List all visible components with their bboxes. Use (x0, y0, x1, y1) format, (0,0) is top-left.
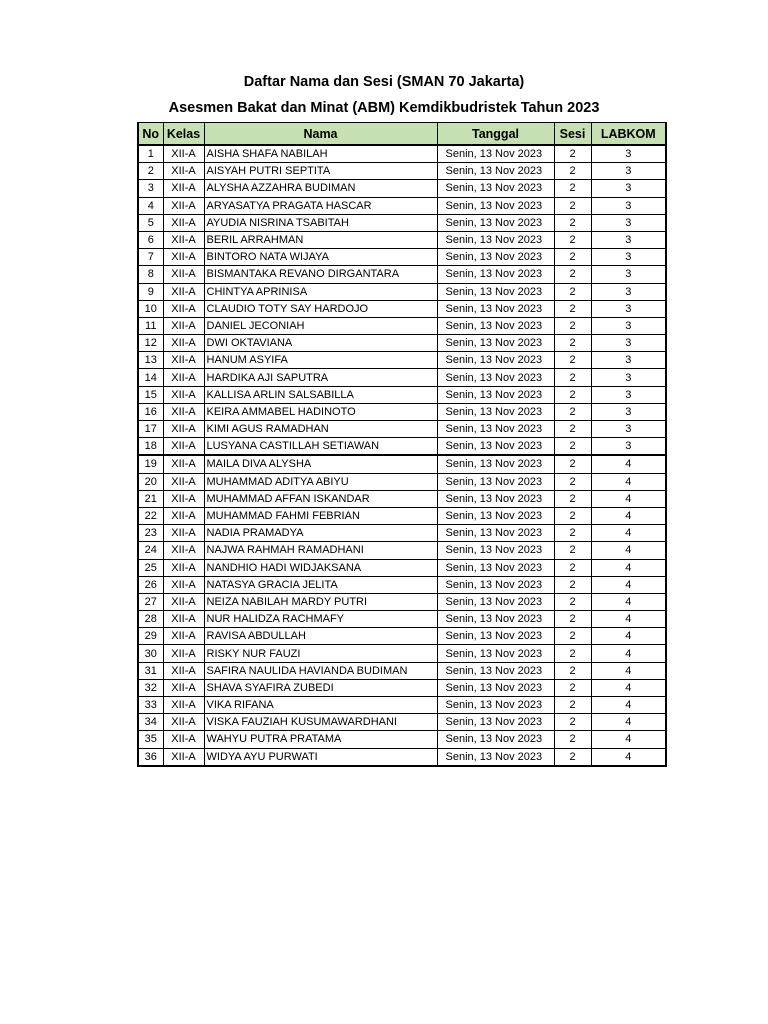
cell-nama: MUHAMMAD ADITYA ABIYU (204, 473, 437, 490)
cell-tanggal: Senin, 13 Nov 2023 (437, 180, 554, 197)
cell-tanggal: Senin, 13 Nov 2023 (437, 163, 554, 180)
cell-sesi: 2 (554, 317, 591, 334)
cell-tanggal: Senin, 13 Nov 2023 (437, 214, 554, 231)
cell-sesi: 2 (554, 231, 591, 248)
cell-labkom: 4 (591, 490, 666, 507)
cell-nama: AYUDIA NISRINA TSABITAH (204, 214, 437, 231)
cell-kelas: XII-A (163, 576, 204, 593)
table-row (138, 249, 666, 266)
cell-kelas: XII-A (163, 386, 204, 403)
table-row (138, 628, 666, 645)
cell-nama: BINTORO NATA WIJAYA (204, 249, 437, 266)
cell-tanggal: Senin, 13 Nov 2023 (437, 662, 554, 679)
table-row (138, 455, 666, 473)
table-row (138, 386, 666, 403)
cell-tanggal: Senin, 13 Nov 2023 (437, 490, 554, 507)
cell-nama: DWI OKTAVIANA (204, 335, 437, 352)
cell-no: 30 (138, 645, 163, 662)
table-row (138, 542, 666, 559)
cell-kelas: XII-A (163, 473, 204, 490)
cell-nama: BISMANTAKA REVANO DIRGANTARA (204, 266, 437, 283)
cell-no: 17 (138, 421, 163, 438)
cell-no: 22 (138, 507, 163, 524)
cell-nama: NUR HALIDZA RACHMAFY (204, 611, 437, 628)
table-row (138, 714, 666, 731)
table-row (138, 214, 666, 231)
cell-labkom: 3 (591, 386, 666, 403)
cell-tanggal: Senin, 13 Nov 2023 (437, 145, 554, 163)
column-header-nama: Nama (204, 123, 437, 146)
cell-no: 34 (138, 714, 163, 731)
table-row (138, 197, 666, 214)
table-row (138, 421, 666, 438)
cell-no: 23 (138, 525, 163, 542)
table-row (138, 145, 666, 163)
cell-nama: HANUM ASYIFA (204, 352, 437, 369)
cell-nama: VIKA RIFANA (204, 697, 437, 714)
cell-no: 27 (138, 593, 163, 610)
cell-kelas: XII-A (163, 180, 204, 197)
cell-sesi: 2 (554, 490, 591, 507)
table-row (138, 697, 666, 714)
cell-kelas: XII-A (163, 593, 204, 610)
cell-sesi: 2 (554, 214, 591, 231)
cell-kelas: XII-A (163, 628, 204, 645)
cell-no: 26 (138, 576, 163, 593)
cell-no: 11 (138, 317, 163, 334)
cell-tanggal: Senin, 13 Nov 2023 (437, 645, 554, 662)
cell-tanggal: Senin, 13 Nov 2023 (437, 559, 554, 576)
cell-tanggal: Senin, 13 Nov 2023 (437, 403, 554, 420)
table-row (138, 438, 666, 456)
cell-tanggal: Senin, 13 Nov 2023 (437, 438, 554, 456)
cell-tanggal: Senin, 13 Nov 2023 (437, 249, 554, 266)
table-row (138, 283, 666, 300)
cell-tanggal: Senin, 13 Nov 2023 (437, 421, 554, 438)
table-row (138, 576, 666, 593)
cell-labkom: 3 (591, 283, 666, 300)
cell-kelas: XII-A (163, 421, 204, 438)
cell-sesi: 2 (554, 559, 591, 576)
cell-nama: KEIRA AMMABEL HADINOTO (204, 403, 437, 420)
cell-nama: WIDYA AYU PURWATI (204, 748, 437, 766)
cell-labkom: 4 (591, 593, 666, 610)
cell-nama: CLAUDIO TOTY SAY HARDOJO (204, 300, 437, 317)
cell-sesi: 2 (554, 697, 591, 714)
cell-kelas: XII-A (163, 455, 204, 473)
cell-labkom: 3 (591, 197, 666, 214)
cell-no: 9 (138, 283, 163, 300)
cell-labkom: 4 (591, 542, 666, 559)
cell-nama: LUSYANA CASTILLAH SETIAWAN (204, 438, 437, 456)
cell-labkom: 3 (591, 266, 666, 283)
cell-no: 29 (138, 628, 163, 645)
cell-tanggal: Senin, 13 Nov 2023 (437, 352, 554, 369)
table-row (138, 403, 666, 420)
cell-tanggal: Senin, 13 Nov 2023 (437, 283, 554, 300)
cell-nama: DANIEL JECONIAH (204, 317, 437, 334)
cell-sesi: 2 (554, 611, 591, 628)
cell-tanggal: Senin, 13 Nov 2023 (437, 386, 554, 403)
cell-kelas: XII-A (163, 438, 204, 456)
cell-labkom: 4 (591, 611, 666, 628)
cell-no: 5 (138, 214, 163, 231)
cell-no: 28 (138, 611, 163, 628)
cell-labkom: 4 (591, 714, 666, 731)
cell-tanggal: Senin, 13 Nov 2023 (437, 576, 554, 593)
cell-kelas: XII-A (163, 662, 204, 679)
cell-sesi: 2 (554, 455, 591, 473)
cell-tanggal: Senin, 13 Nov 2023 (437, 507, 554, 524)
cell-sesi: 2 (554, 645, 591, 662)
cell-labkom: 3 (591, 145, 666, 163)
cell-kelas: XII-A (163, 317, 204, 334)
cell-nama: NANDHIO HADI WIDJAKSANA (204, 559, 437, 576)
cell-labkom: 4 (591, 645, 666, 662)
cell-no: 14 (138, 369, 163, 386)
cell-no: 12 (138, 335, 163, 352)
cell-sesi: 2 (554, 249, 591, 266)
cell-sesi: 2 (554, 266, 591, 283)
cell-kelas: XII-A (163, 748, 204, 766)
cell-nama: AISYAH PUTRI SEPTITA (204, 163, 437, 180)
cell-tanggal: Senin, 13 Nov 2023 (437, 231, 554, 248)
cell-tanggal: Senin, 13 Nov 2023 (437, 266, 554, 283)
table-header-row (138, 123, 666, 146)
table-row (138, 645, 666, 662)
cell-labkom: 3 (591, 317, 666, 334)
cell-sesi: 2 (554, 369, 591, 386)
cell-nama: SHAVA SYAFIRA ZUBEDI (204, 679, 437, 696)
cell-labkom: 4 (591, 697, 666, 714)
cell-kelas: XII-A (163, 231, 204, 248)
cell-nama: VISKA FAUZIAH KUSUMAWARDHANI (204, 714, 437, 731)
cell-labkom: 3 (591, 300, 666, 317)
column-header-labkom: LABKOM (591, 123, 666, 146)
cell-kelas: XII-A (163, 145, 204, 163)
cell-labkom: 3 (591, 438, 666, 456)
cell-no: 32 (138, 679, 163, 696)
cell-sesi: 2 (554, 507, 591, 524)
cell-kelas: XII-A (163, 507, 204, 524)
column-header-kelas: Kelas (163, 123, 204, 146)
table-row (138, 300, 666, 317)
table-row (138, 679, 666, 696)
cell-labkom: 3 (591, 163, 666, 180)
cell-no: 31 (138, 662, 163, 679)
cell-kelas: XII-A (163, 197, 204, 214)
cell-sesi: 2 (554, 576, 591, 593)
cell-nama: CHINTYA APRINISA (204, 283, 437, 300)
document-subtitle: Asesmen Bakat dan Minat (ABM) Kemdikbudristek Tahun 2023 (168, 100, 600, 116)
cell-kelas: XII-A (163, 300, 204, 317)
cell-labkom: 3 (591, 352, 666, 369)
cell-tanggal: Senin, 13 Nov 2023 (437, 300, 554, 317)
cell-sesi: 2 (554, 714, 591, 731)
cell-kelas: XII-A (163, 611, 204, 628)
cell-labkom: 4 (591, 507, 666, 524)
cell-no: 7 (138, 249, 163, 266)
table-row (138, 731, 666, 748)
cell-nama: WAHYU PUTRA PRATAMA (204, 731, 437, 748)
cell-sesi: 2 (554, 145, 591, 163)
table-row (138, 507, 666, 524)
cell-kelas: XII-A (163, 214, 204, 231)
table-row (138, 490, 666, 507)
cell-tanggal: Senin, 13 Nov 2023 (437, 748, 554, 766)
cell-sesi: 2 (554, 593, 591, 610)
cell-sesi: 2 (554, 628, 591, 645)
cell-labkom: 3 (591, 214, 666, 231)
cell-labkom: 4 (591, 748, 666, 766)
cell-nama: MAILA DIVA ALYSHA (204, 455, 437, 473)
cell-sesi: 2 (554, 473, 591, 490)
cell-nama: MUHAMMAD AFFAN ISKANDAR (204, 490, 437, 507)
cell-nama: AISHA SHAFA NABILAH (204, 145, 437, 163)
cell-no: 35 (138, 731, 163, 748)
cell-tanggal: Senin, 13 Nov 2023 (437, 455, 554, 473)
table-row (138, 163, 666, 180)
cell-kelas: XII-A (163, 714, 204, 731)
cell-labkom: 4 (591, 525, 666, 542)
cell-sesi: 2 (554, 403, 591, 420)
cell-kelas: XII-A (163, 645, 204, 662)
cell-nama: KIMI AGUS RAMADHAN (204, 421, 437, 438)
cell-nama: HARDIKA AJI SAPUTRA (204, 369, 437, 386)
table-row (138, 369, 666, 386)
cell-sesi: 2 (554, 542, 591, 559)
cell-kelas: XII-A (163, 249, 204, 266)
document-title: Daftar Nama dan Sesi (SMAN 70 Jakarta) (243, 74, 525, 90)
cell-kelas: XII-A (163, 559, 204, 576)
cell-no: 25 (138, 559, 163, 576)
cell-labkom: 3 (591, 369, 666, 386)
cell-tanggal: Senin, 13 Nov 2023 (437, 473, 554, 490)
cell-labkom: 4 (591, 559, 666, 576)
cell-no: 16 (138, 403, 163, 420)
table-row (138, 266, 666, 283)
cell-labkom: 3 (591, 421, 666, 438)
table-row (138, 231, 666, 248)
table-row (138, 593, 666, 610)
cell-labkom: 4 (591, 455, 666, 473)
cell-no: 2 (138, 163, 163, 180)
cell-labkom: 4 (591, 679, 666, 696)
cell-kelas: XII-A (163, 266, 204, 283)
cell-sesi: 2 (554, 748, 591, 766)
cell-sesi: 2 (554, 438, 591, 456)
cell-sesi: 2 (554, 386, 591, 403)
cell-no: 4 (138, 197, 163, 214)
cell-labkom: 3 (591, 249, 666, 266)
cell-tanggal: Senin, 13 Nov 2023 (437, 714, 554, 731)
cell-kelas: XII-A (163, 403, 204, 420)
cell-no: 3 (138, 180, 163, 197)
cell-tanggal: Senin, 13 Nov 2023 (437, 593, 554, 610)
cell-kelas: XII-A (163, 283, 204, 300)
cell-no: 1 (138, 145, 163, 163)
cell-nama: RISKY NUR FAUZI (204, 645, 437, 662)
cell-no: 13 (138, 352, 163, 369)
table-row (138, 611, 666, 628)
cell-tanggal: Senin, 13 Nov 2023 (437, 611, 554, 628)
cell-sesi: 2 (554, 662, 591, 679)
cell-labkom: 3 (591, 335, 666, 352)
cell-tanggal: Senin, 13 Nov 2023 (437, 335, 554, 352)
cell-sesi: 2 (554, 197, 591, 214)
cell-tanggal: Senin, 13 Nov 2023 (437, 317, 554, 334)
cell-tanggal: Senin, 13 Nov 2023 (437, 369, 554, 386)
cell-nama: ARYASATYA PRAGATA HASCAR (204, 197, 437, 214)
student-session-table (137, 122, 667, 767)
cell-sesi: 2 (554, 335, 591, 352)
cell-nama: NATASYA GRACIA JELITA (204, 576, 437, 593)
cell-no: 10 (138, 300, 163, 317)
cell-nama: MUHAMMAD FAHMI FEBRIAN (204, 507, 437, 524)
cell-nama: NADIA PRAMADYA (204, 525, 437, 542)
table-row (138, 335, 666, 352)
cell-sesi: 2 (554, 283, 591, 300)
cell-tanggal: Senin, 13 Nov 2023 (437, 542, 554, 559)
cell-labkom: 4 (591, 473, 666, 490)
cell-sesi: 2 (554, 352, 591, 369)
cell-sesi: 2 (554, 679, 591, 696)
cell-no: 20 (138, 473, 163, 490)
cell-nama: KALLISA ARLIN SALSABILLA (204, 386, 437, 403)
cell-sesi: 2 (554, 731, 591, 748)
cell-kelas: XII-A (163, 335, 204, 352)
cell-no: 6 (138, 231, 163, 248)
cell-nama: NAJWA RAHMAH RAMADHANI (204, 542, 437, 559)
table-row (138, 317, 666, 334)
cell-no: 8 (138, 266, 163, 283)
cell-tanggal: Senin, 13 Nov 2023 (437, 628, 554, 645)
cell-sesi: 2 (554, 163, 591, 180)
cell-labkom: 4 (591, 731, 666, 748)
cell-nama: SAFIRA NAULIDA HAVIANDA BUDIMAN (204, 662, 437, 679)
cell-no: 33 (138, 697, 163, 714)
table-body (138, 145, 666, 766)
column-header-no: No (138, 123, 163, 146)
cell-tanggal: Senin, 13 Nov 2023 (437, 731, 554, 748)
column-header-tanggal: Tanggal (437, 123, 554, 146)
cell-kelas: XII-A (163, 490, 204, 507)
cell-kelas: XII-A (163, 369, 204, 386)
cell-nama: NEIZA NABILAH MARDY PUTRI (204, 593, 437, 610)
cell-labkom: 4 (591, 628, 666, 645)
cell-nama: RAVISA ABDULLAH (204, 628, 437, 645)
cell-labkom: 4 (591, 576, 666, 593)
cell-sesi: 2 (554, 180, 591, 197)
column-header-sesi: Sesi (554, 123, 591, 146)
cell-nama: BERIL ARRAHMAN (204, 231, 437, 248)
cell-tanggal: Senin, 13 Nov 2023 (437, 679, 554, 696)
cell-no: 24 (138, 542, 163, 559)
cell-sesi: 2 (554, 300, 591, 317)
cell-labkom: 3 (591, 180, 666, 197)
cell-no: 21 (138, 490, 163, 507)
cell-labkom: 4 (591, 662, 666, 679)
cell-labkom: 3 (591, 403, 666, 420)
cell-no: 15 (138, 386, 163, 403)
cell-sesi: 2 (554, 421, 591, 438)
table-row (138, 352, 666, 369)
cell-no: 36 (138, 748, 163, 766)
cell-nama: ALYSHA AZZAHRA BUDIMAN (204, 180, 437, 197)
table-row (138, 662, 666, 679)
cell-kelas: XII-A (163, 163, 204, 180)
table-row (138, 180, 666, 197)
cell-kelas: XII-A (163, 697, 204, 714)
table-row (138, 748, 666, 766)
cell-kelas: XII-A (163, 525, 204, 542)
cell-sesi: 2 (554, 525, 591, 542)
cell-kelas: XII-A (163, 679, 204, 696)
cell-kelas: XII-A (163, 731, 204, 748)
cell-kelas: XII-A (163, 542, 204, 559)
cell-no: 19 (138, 455, 163, 473)
table-row (138, 473, 666, 490)
cell-labkom: 3 (591, 231, 666, 248)
table-row (138, 559, 666, 576)
cell-tanggal: Senin, 13 Nov 2023 (437, 525, 554, 542)
cell-no: 18 (138, 438, 163, 456)
cell-tanggal: Senin, 13 Nov 2023 (437, 697, 554, 714)
table-row (138, 525, 666, 542)
cell-tanggal: Senin, 13 Nov 2023 (437, 197, 554, 214)
cell-kelas: XII-A (163, 352, 204, 369)
